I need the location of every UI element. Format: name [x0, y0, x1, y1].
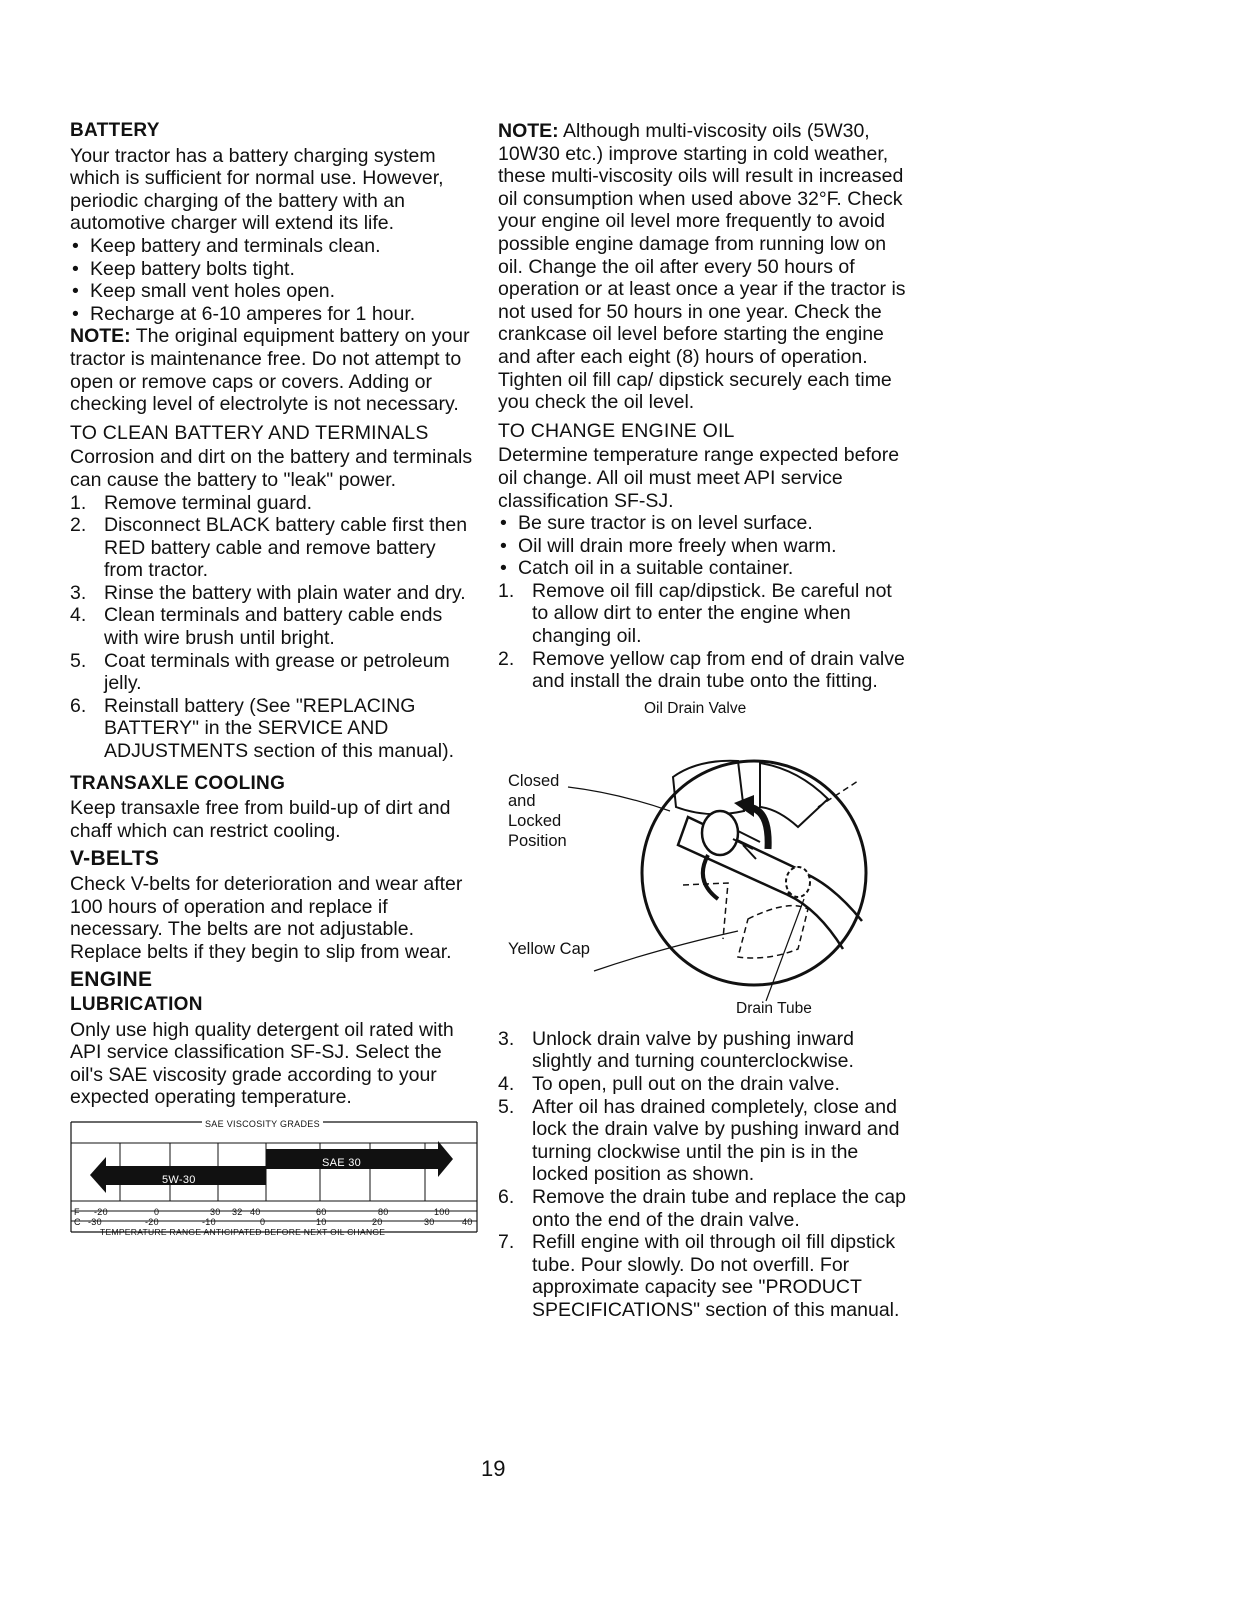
right-column [498, 120, 912, 1322]
tick-label: 0 [154, 1206, 160, 1217]
f-label: F [74, 1206, 80, 1217]
list-item: • Oil will drain more freely when warm. [498, 535, 912, 558]
oil-note [498, 120, 912, 414]
list-item: • Be sure tractor is on level surface. [498, 512, 912, 535]
clean-battery-heading: TO CLEAN BATTERY AND TERMINALS [70, 421, 429, 444]
and-label: and [508, 791, 536, 810]
tick-label: -10 [202, 1216, 216, 1227]
tick-label: 40 [250, 1206, 261, 1217]
viscosity-chart [70, 1113, 480, 1237]
engine-heading: ENGINE [70, 968, 153, 992]
page-number: 19 [481, 1456, 506, 1481]
list-item: 2. Remove yellow cap from end of drain valve and install the drain tube onto the fitting. [498, 647, 905, 693]
list-item: 4. Clean terminals and battery cable ends with wire brush until bright. [70, 604, 443, 650]
list-item: 7. Refill engine with oil through oil fill dipstick tube. Pour slowly. Do not overfill. For approximate capacity see "PRODUCT SPECIFICATIONS" section of this manual. [498, 1231, 900, 1321]
tick-label: 32 [232, 1206, 243, 1217]
diagram-title: Oil Drain Valve [644, 699, 747, 717]
lubrication-text: Only use high quality detergent oil rated with API service classification SF-SJ. Select the oil's SAE viscosity grade according to your expected operating temperature. [70, 1018, 454, 1109]
list-item: 5. Coat terminals with grease or petroleum jelly. [70, 649, 450, 695]
note-text: Although multi-viscosity oils (5W30, 10W30 etc.) improve starting in cold weather, these multi-viscosity oils will result in increased oil consumption when used above 32°F. Check your engine oil level more frequently to avoid possible engine damage from running low on oil. Change the oil after every 50 hours of operation or at least once a year if the tractor is not used for 50 hours in one year. Check the crankcase oil level before starting the engine and after each eight (8) hours of operation. Tighten oil fill cap/ dipstick securely each time you check the oil level. [498, 120, 906, 414]
change-oil-bullets [498, 512, 912, 580]
list-item: • Keep battery and terminals clean. [70, 235, 480, 258]
clean-battery-steps [70, 492, 480, 763]
list-item: • Catch oil in a suitable container. [498, 557, 912, 580]
tick-label: -20 [145, 1216, 159, 1227]
tick-label: -30 [88, 1216, 102, 1227]
list-item: 5. After oil has drained completely, close and lock the drain valve by pushing inward and turning clockwise until the pin is in the locked position as shown. [498, 1095, 900, 1186]
chart-footer: TEMPERATURE RANGE ANTICIPATED BEFORE NEXT OIL CHANGE [100, 1226, 386, 1237]
c-label: C [74, 1216, 81, 1227]
lubrication-heading: LUBRICATION [70, 993, 203, 1015]
transaxle-text: Keep transaxle free from build-up of dirt and chaff which can restrict cooling. [70, 797, 451, 842]
list-item: 4. To open, pull out on the drain valve. [498, 1073, 840, 1096]
list-item: 3. Rinse the battery with plain water and dry. [70, 581, 466, 604]
vbelts-heading: V-BELTS [70, 847, 160, 871]
chart-title: SAE VISCOSITY GRADES [202, 1113, 323, 1136]
change-oil-steps [498, 580, 912, 693]
change-oil-heading: TO CHANGE ENGINE OIL [498, 419, 735, 442]
tick-label: 40 [462, 1216, 473, 1227]
tick-label: 30 [210, 1206, 221, 1217]
yellow-cap-label: Yellow Cap [508, 939, 590, 958]
list-item: 1. Remove oil fill cap/dipstick. Be careful not to allow dirt to enter the engine when changing oil. [498, 579, 892, 648]
change-oil-intro: Determine temperature range expected before oil change. All oil must meet API service classification SF-SJ. [498, 444, 900, 512]
tick-label: 80 [378, 1206, 389, 1217]
tick-label: 60 [316, 1206, 327, 1217]
locked-label: Locked [508, 811, 562, 830]
closed-label: Closed [508, 771, 560, 790]
drain-tube-label: Drain Tube [736, 999, 812, 1017]
list-item: 6. Reinstall battery (See "REPLACING BATTERY" in the SERVICE AND ADJUSTMENTS section of this manual). [70, 694, 455, 763]
tick-label: 30 [424, 1216, 435, 1227]
sae30-label: SAE 30 [322, 1156, 362, 1169]
list-item: 1. Remove terminal guard. [70, 491, 313, 514]
note-text: The original equipment battery on your tractor is maintenance free. Do not attempt to open or remove caps or covers. Adding or checking level of electrolyte is not necessary. [70, 325, 470, 416]
list-item: • Keep battery bolts tight. [70, 258, 480, 281]
list-item: • Keep small vent holes open. [70, 280, 480, 303]
note-label: NOTE: [70, 325, 131, 348]
battery-intro: Your tractor has a battery charging system which is sufficient for normal use. However, periodic charging of the battery with an automotive charger will extend its life. [70, 144, 444, 235]
tick-label: 10 [316, 1216, 327, 1227]
battery-note [70, 325, 480, 415]
tick-label: -20 [94, 1206, 108, 1217]
list-item: • Recharge at 6-10 amperes for 1 hour. [70, 303, 480, 326]
list-item: 2. Disconnect BLACK battery cable first then RED battery cable and remove battery from tractor. [70, 514, 468, 582]
tick-label: 100 [434, 1206, 450, 1217]
transaxle-heading: TRANSAXLE COOLING [70, 772, 286, 794]
tick-label: 20 [372, 1216, 383, 1227]
note-label: NOTE: [498, 120, 559, 142]
position-label: Position [508, 831, 567, 850]
oil-drain-valve-diagram [498, 699, 912, 1024]
left-column [70, 120, 480, 1237]
list-item: 3. Unlock drain valve by pushing inward slightly and turning counterclockwise. [498, 1027, 854, 1073]
list-item: 6. Remove the drain tube and replace the cap onto the end of the drain valve. [498, 1186, 906, 1231]
drain-valve-illustration [498, 699, 912, 1024]
change-oil-steps-continued [498, 1028, 912, 1322]
battery-heading: BATTERY [70, 120, 160, 141]
5w30-label: 5W-30 [162, 1173, 196, 1186]
vbelts-text: Check V-belts for deterioration and wear after 100 hours of operation and replace if necessary. The belts are not adjustable. Replace belts if they begin to slip from wear. [70, 873, 463, 963]
battery-bullets [70, 235, 480, 325]
clean-battery-intro: Corrosion and dirt on the battery and terminals can cause the battery to "leak" power. [70, 446, 473, 491]
tick-label: 0 [260, 1216, 266, 1227]
